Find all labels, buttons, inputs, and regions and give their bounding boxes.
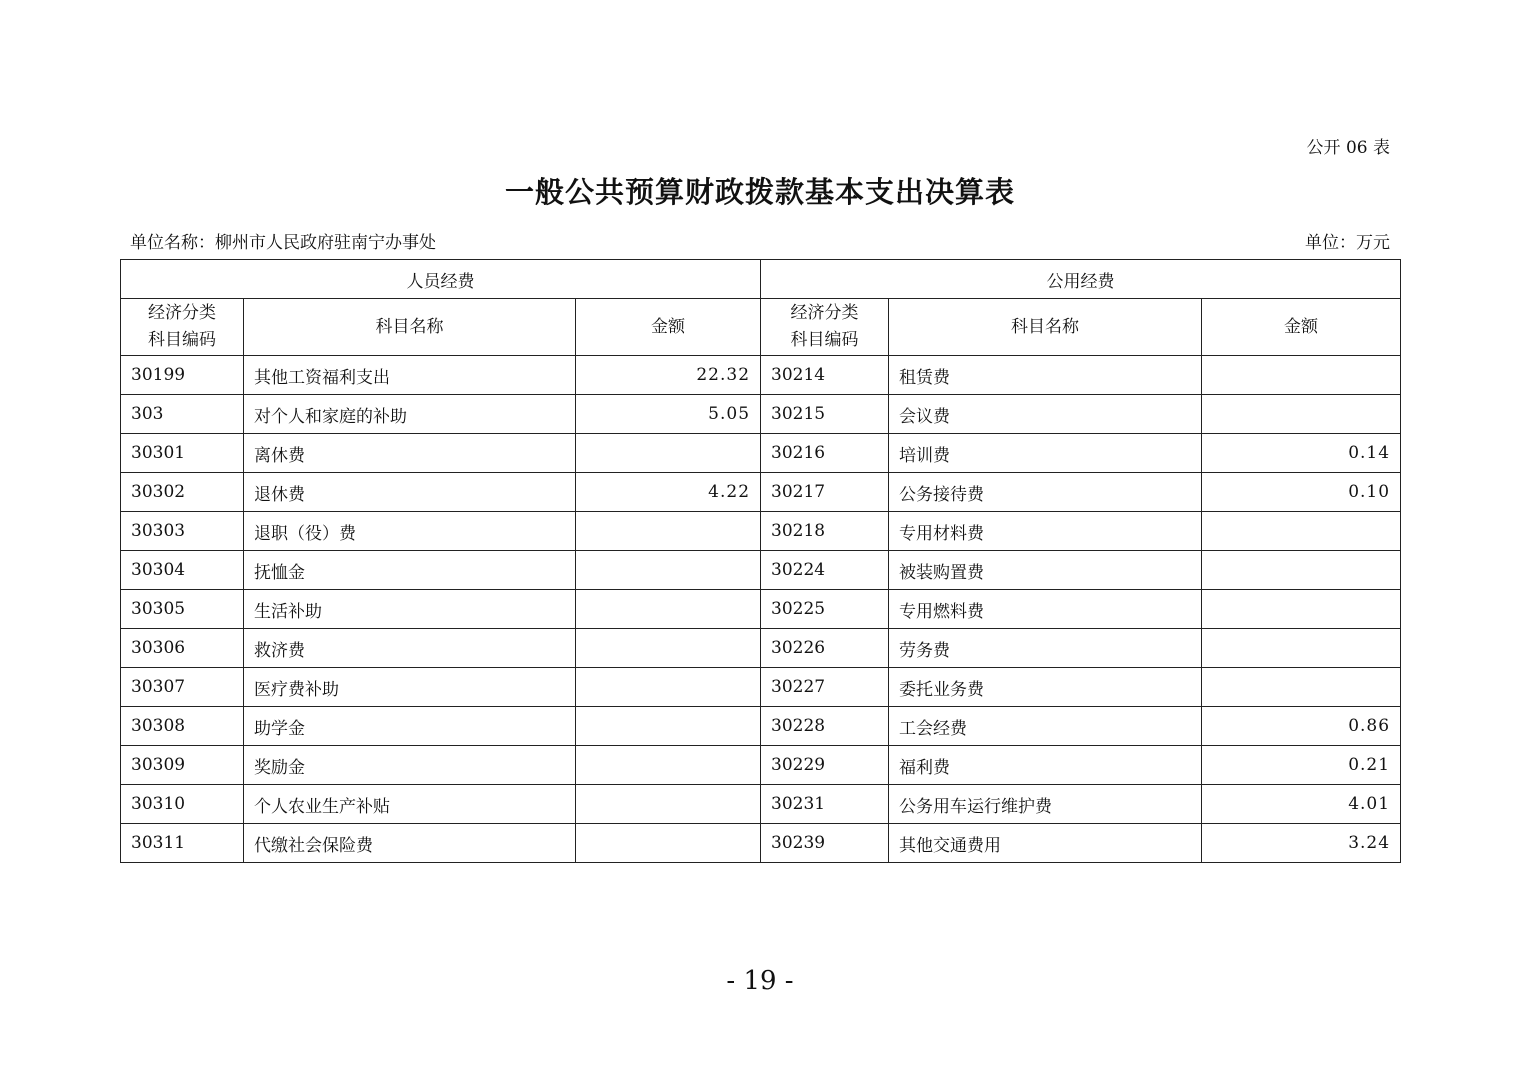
public-code-cell: 30214: [761, 356, 889, 395]
personnel-name-cell: 离休费: [244, 434, 576, 473]
public-amount-cell: [1202, 512, 1401, 551]
personnel-amount-cell: 22.32: [576, 356, 761, 395]
table-row: [121, 512, 1401, 551]
unit-name-label: 单位名称：柳州市人民政府驻南宁办事处: [130, 233, 436, 253]
table-row: [121, 746, 1401, 785]
personnel-code-cell: 30303: [121, 512, 244, 551]
public-code-cell: 30228: [761, 707, 889, 746]
public-amount-cell: 3.24: [1202, 824, 1401, 863]
table-row: [121, 629, 1401, 668]
page-title: 一般公共预算财政拨款基本支出决算表: [504, 175, 1015, 209]
table-row: [121, 668, 1401, 707]
table-row: [121, 707, 1401, 746]
personnel-code-cell: 30306: [121, 629, 244, 668]
public-amount-cell: [1202, 590, 1401, 629]
personnel-amount-cell: 4.22: [576, 473, 761, 512]
currency-unit-label: 单位：万元: [1305, 233, 1390, 253]
personnel-name-header: 科目名称: [244, 299, 576, 356]
public-name-cell: 福利费: [889, 746, 1202, 785]
code-header-line1: 经济分类: [790, 303, 859, 323]
public-amount-cell: 0.10: [1202, 473, 1401, 512]
public-amount-cell: [1202, 356, 1401, 395]
public-name-cell: 租赁费: [889, 356, 1202, 395]
personnel-amount-header: 金额: [576, 299, 761, 356]
public-amount-header: 金额: [1202, 299, 1401, 356]
public-code-cell: 30216: [761, 434, 889, 473]
personnel-code-header: [121, 299, 244, 356]
public-code-cell: 30227: [761, 668, 889, 707]
personnel-name-cell: 奖励金: [244, 746, 576, 785]
public-expense-header: 公用经费: [761, 260, 1401, 299]
personnel-amount-cell: 5.05: [576, 395, 761, 434]
personnel-code-cell: 30302: [121, 473, 244, 512]
public-code-cell: 30239: [761, 824, 889, 863]
public-amount-cell: 0.21: [1202, 746, 1401, 785]
public-name-cell: 公务接待费: [889, 473, 1202, 512]
public-amount-cell: [1202, 395, 1401, 434]
public-amount-cell: 0.14: [1202, 434, 1401, 473]
table-row: [121, 551, 1401, 590]
expenditure-table: [120, 259, 1401, 863]
table-row: [121, 395, 1401, 434]
personnel-amount-cell: [576, 590, 761, 629]
public-name-cell: 劳务费: [889, 629, 1202, 668]
public-name-cell: 委托业务费: [889, 668, 1202, 707]
personnel-amount-cell: [576, 785, 761, 824]
personnel-amount-cell: [576, 551, 761, 590]
public-name-cell: 公务用车运行维护费: [889, 785, 1202, 824]
public-code-cell: 30218: [761, 512, 889, 551]
personnel-amount-cell: [576, 512, 761, 551]
personnel-code-cell: 30310: [121, 785, 244, 824]
personnel-name-cell: 对个人和家庭的补助: [244, 395, 576, 434]
public-name-cell: 培训费: [889, 434, 1202, 473]
public-name-cell: 专用材料费: [889, 512, 1202, 551]
group-header-row: [121, 260, 1401, 299]
personnel-name-cell: 退职（役）费: [244, 512, 576, 551]
form-number: 公开 06 表: [1306, 138, 1390, 158]
public-name-cell: 会议费: [889, 395, 1202, 434]
personnel-name-cell: 抚恤金: [244, 551, 576, 590]
personnel-code-cell: 30304: [121, 551, 244, 590]
table-row: [121, 356, 1401, 395]
personnel-name-cell: 代缴社会保险费: [244, 824, 576, 863]
public-amount-cell: 4.01: [1202, 785, 1401, 824]
public-amount-cell: [1202, 629, 1401, 668]
public-code-cell: 30229: [761, 746, 889, 785]
table-row: [121, 785, 1401, 824]
public-code-cell: 30215: [761, 395, 889, 434]
code-header-line2: 科目编码: [148, 330, 216, 350]
public-code-cell: 30225: [761, 590, 889, 629]
public-amount-cell: [1202, 551, 1401, 590]
public-name-header: 科目名称: [889, 299, 1202, 356]
personnel-name-cell: 个人农业生产补贴: [244, 785, 576, 824]
public-name-cell: 其他交通费用: [889, 824, 1202, 863]
table-row: [121, 590, 1401, 629]
personnel-code-cell: 30311: [121, 824, 244, 863]
personnel-code-cell: 30199: [121, 356, 244, 395]
personnel-name-cell: 救济费: [244, 629, 576, 668]
personnel-code-cell: 30307: [121, 668, 244, 707]
personnel-code-cell: 30301: [121, 434, 244, 473]
public-name-cell: 被装购置费: [889, 551, 1202, 590]
column-header-row: [121, 299, 1401, 356]
public-name-cell: 专用燃料费: [889, 590, 1202, 629]
public-amount-cell: 0.86: [1202, 707, 1401, 746]
page-number: - 19 -: [726, 966, 794, 996]
public-code-cell: 30224: [761, 551, 889, 590]
personnel-amount-cell: [576, 707, 761, 746]
personnel-amount-cell: [576, 434, 761, 473]
personnel-code-cell: 30305: [121, 590, 244, 629]
code-header-line1: 经济分类: [148, 303, 216, 323]
public-code-cell: 30231: [761, 785, 889, 824]
personnel-amount-cell: [576, 668, 761, 707]
public-code-cell: 30226: [761, 629, 889, 668]
personnel-expense-header: 人员经费: [121, 260, 761, 299]
table-row: [121, 473, 1401, 512]
public-amount-cell: [1202, 668, 1401, 707]
personnel-name-cell: 其他工资福利支出: [244, 356, 576, 395]
public-code-cell: 30217: [761, 473, 889, 512]
public-name-cell: 工会经费: [889, 707, 1202, 746]
table-body: [121, 356, 1401, 863]
personnel-name-cell: 助学金: [244, 707, 576, 746]
personnel-code-cell: 303: [121, 395, 244, 434]
personnel-amount-cell: [576, 746, 761, 785]
personnel-code-cell: 30309: [121, 746, 244, 785]
personnel-name-cell: 医疗费补助: [244, 668, 576, 707]
personnel-amount-cell: [576, 824, 761, 863]
personnel-name-cell: 生活补助: [244, 590, 576, 629]
public-code-header: [761, 299, 889, 356]
table-row: [121, 434, 1401, 473]
personnel-name-cell: 退休费: [244, 473, 576, 512]
code-header-line2: 科目编码: [790, 330, 859, 350]
personnel-code-cell: 30308: [121, 707, 244, 746]
personnel-amount-cell: [576, 629, 761, 668]
table-row: [121, 824, 1401, 863]
